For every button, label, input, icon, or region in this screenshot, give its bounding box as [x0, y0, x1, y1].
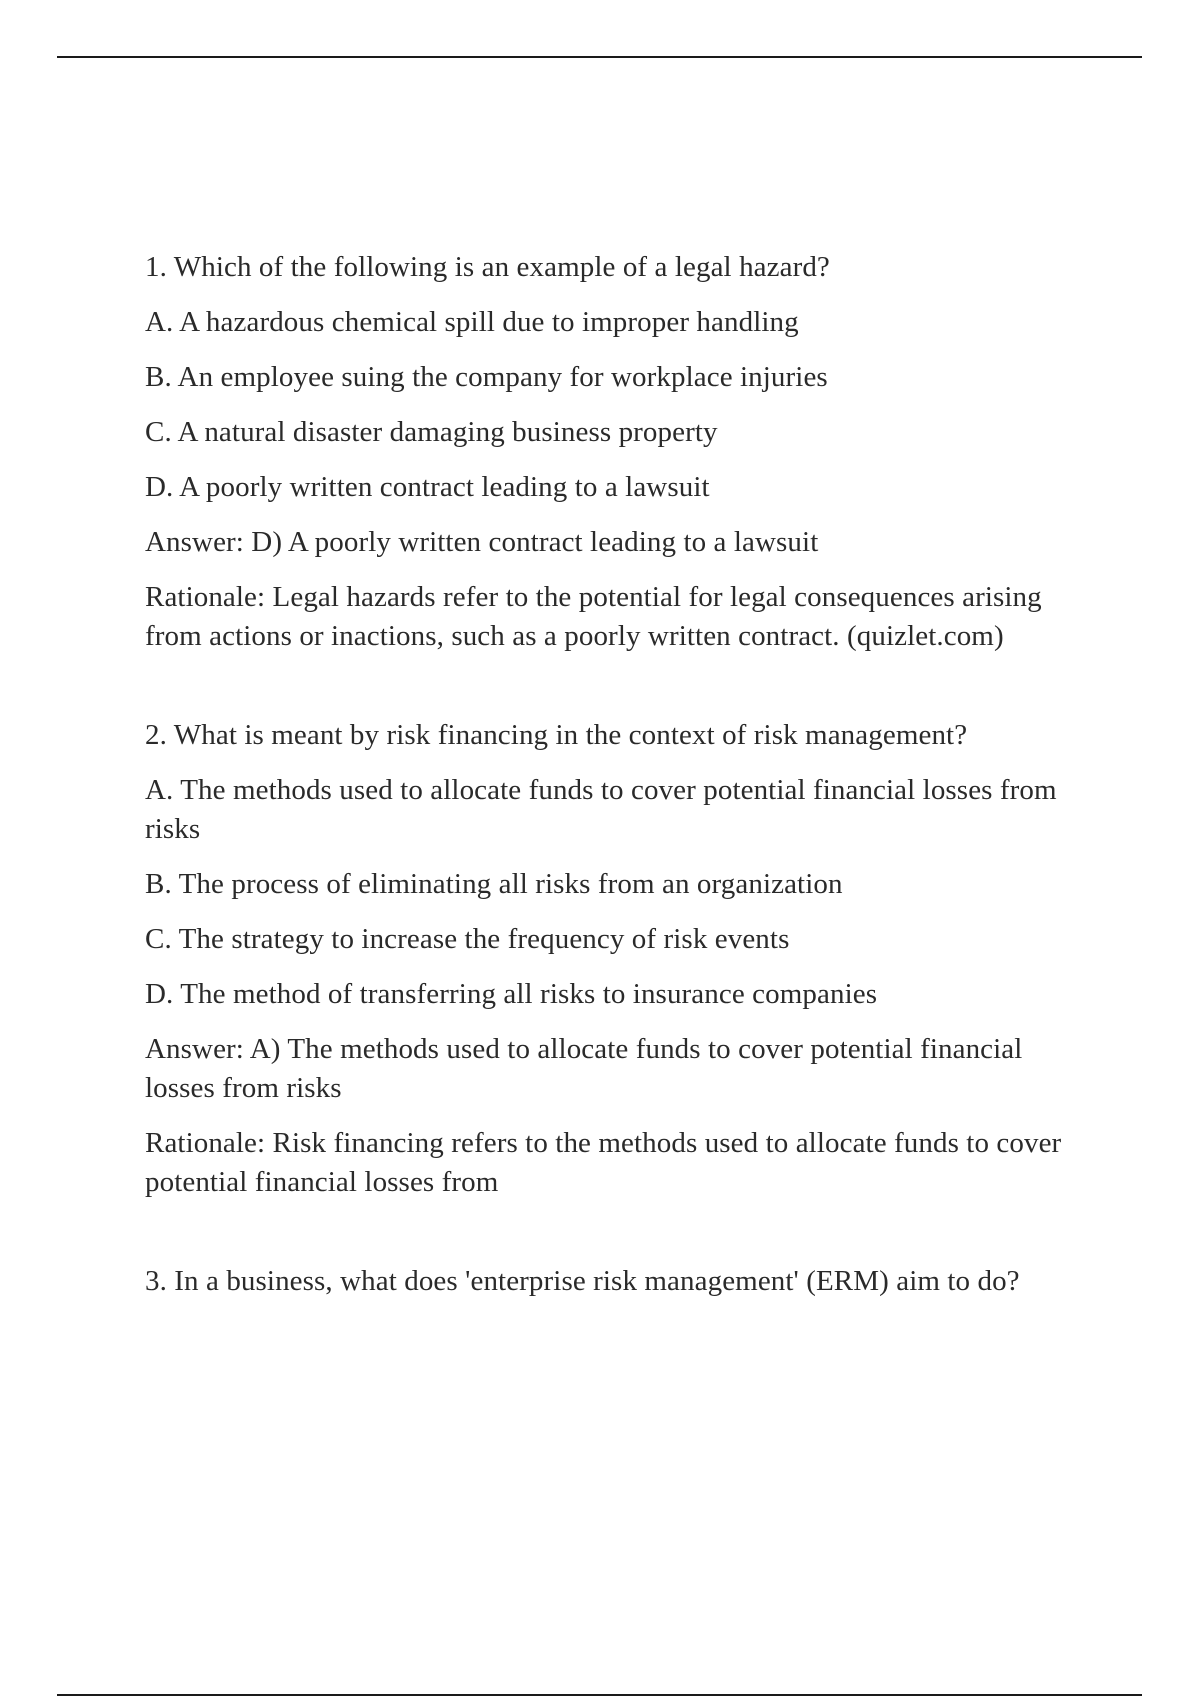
option-d: D. A poorly written contract leading to a lawsuit — [145, 471, 710, 503]
document-body — [145, 248, 1080, 1317]
top-rule — [57, 56, 1142, 58]
rationale-text: Rationale: Risk financing refers to the methods used to allocate funds to cover potential financial losses from — [145, 1127, 1062, 1198]
rationale-text: Rationale: Legal hazards refer to the potential for legal consequences arising from actions or inactions, such as a poorly written contract. (quizlet.com) — [145, 581, 1042, 652]
question-text: 1. Which of the following is an example of a legal hazard? — [145, 251, 830, 283]
question-block-2 — [145, 716, 1080, 1202]
question-block-3 — [145, 1262, 1080, 1301]
question-text: 2. What is meant by risk financing in the context of risk management? — [145, 719, 968, 751]
option-a: A. A hazardous chemical spill due to improper handling — [145, 306, 799, 338]
option-a: A. The methods used to allocate funds to cover potential financial losses from risks — [145, 774, 1057, 845]
option-b: B. The process of eliminating all risks from an organization — [145, 868, 843, 900]
option-c: C. A natural disaster damaging business property — [145, 416, 718, 448]
question-text: 3. In a business, what does 'enterprise risk management' (ERM) aim to do? — [145, 1265, 1020, 1297]
option-b: B. An employee suing the company for workplace injuries — [145, 361, 828, 393]
option-d: D. The method of transferring all risks to insurance companies — [145, 978, 878, 1010]
answer-text: Answer: A) The methods used to allocate funds to cover potential financial losses from risks — [145, 1033, 1023, 1104]
bottom-rule — [57, 1694, 1142, 1696]
answer-text: Answer: D) A poorly written contract leading to a lawsuit — [145, 526, 819, 558]
option-c: C. The strategy to increase the frequency of risk events — [145, 923, 790, 955]
question-block-1 — [145, 248, 1080, 656]
